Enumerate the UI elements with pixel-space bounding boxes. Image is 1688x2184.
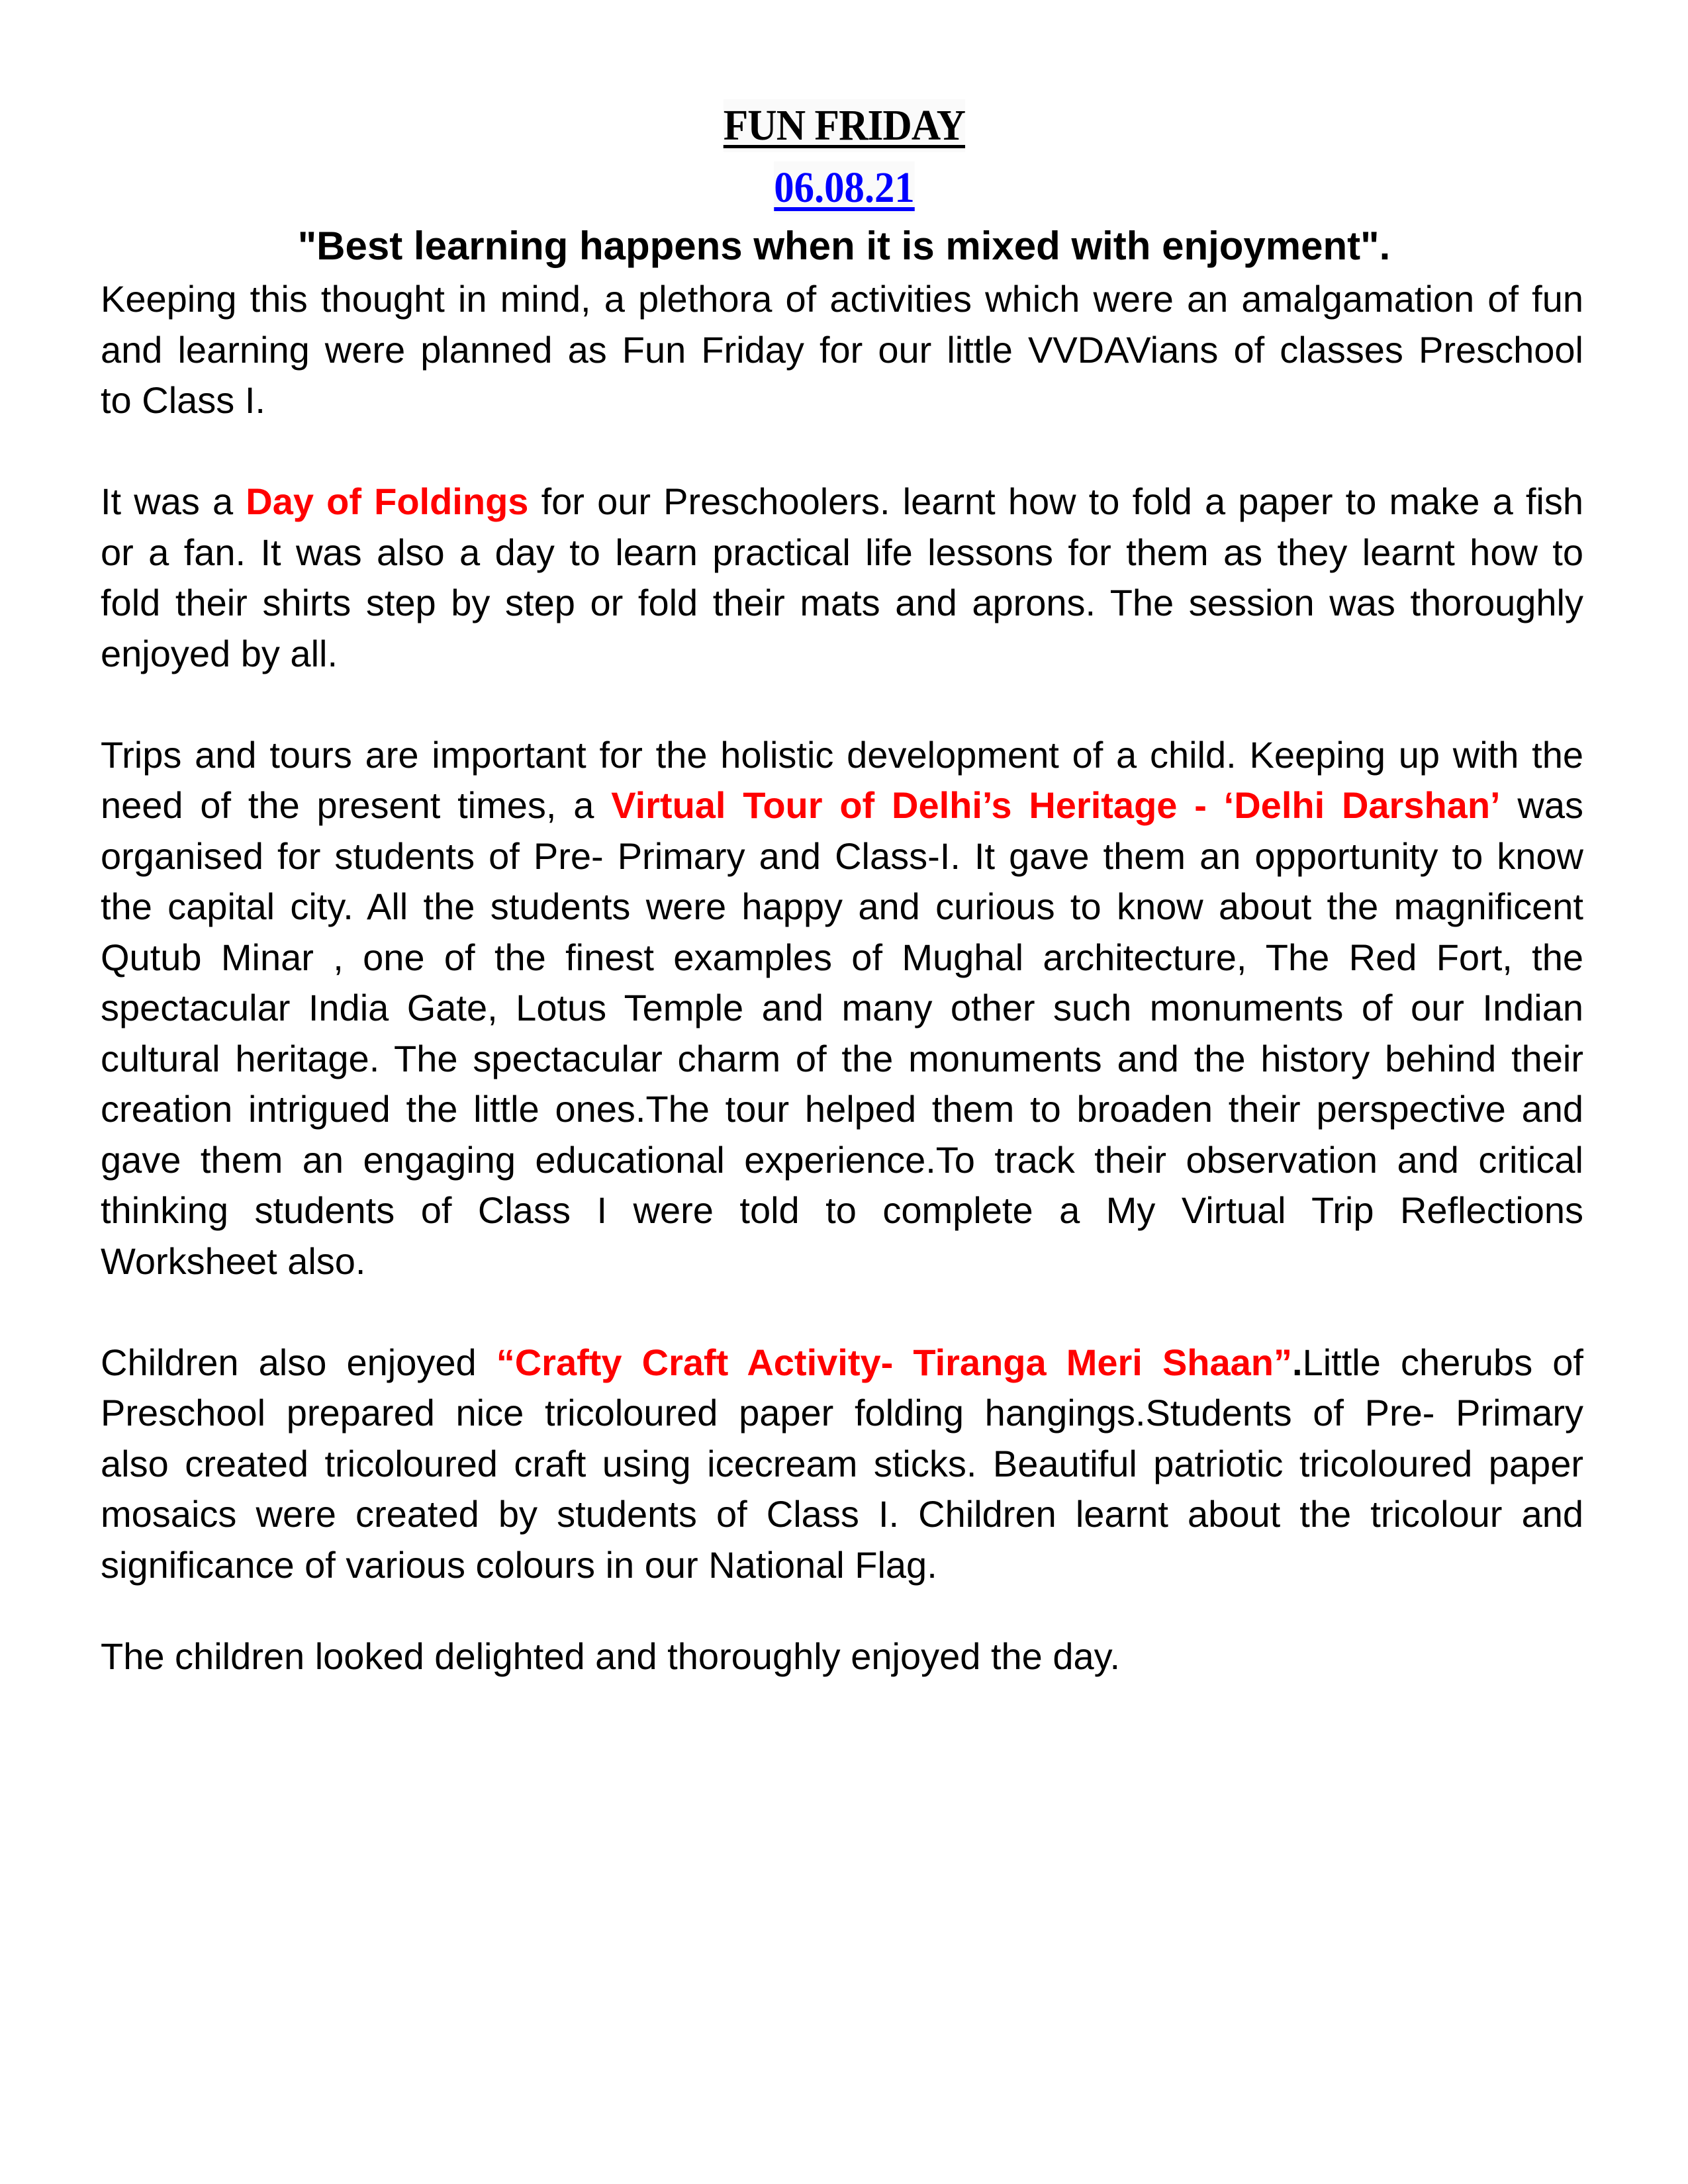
highlighted-text: Virtual Tour of Delhi’s Heritage - ‘Delhi Darshan’ bbox=[611, 784, 1501, 826]
quote-heading: "Best learning happens when it is mixed with enjoyment". bbox=[297, 224, 1391, 268]
text-line bbox=[101, 1388, 1583, 1439]
text-line bbox=[101, 1034, 1583, 1085]
paragraph bbox=[101, 730, 1583, 1287]
body-text: enjoyed by all. bbox=[101, 632, 338, 674]
body-text: was bbox=[1500, 784, 1583, 826]
body-text: Trips and tours are important for the holistic development of a child. Keeping up with the bbox=[101, 733, 1583, 776]
body-text: for our Preschoolers. learnt how to fold a paper to make a fish bbox=[528, 480, 1584, 522]
body-text: spectacular India Gate, Lotus Temple and many other such monuments of our Indian bbox=[101, 987, 1583, 1028]
document-date bbox=[0, 161, 1688, 214]
text-line bbox=[101, 730, 1583, 781]
body-text: Worksheet also. bbox=[101, 1240, 366, 1282]
body-text: need of the present times, a bbox=[101, 784, 612, 826]
bold-text: . bbox=[1292, 1341, 1303, 1383]
body-text: fold their shirts step by step or fold their mats and aprons. The session was thoroughly bbox=[101, 582, 1583, 623]
body-text: Keeping this thought in mind, a plethora of activities which were an amalgamation of fun bbox=[101, 278, 1583, 320]
text-line bbox=[101, 1489, 1583, 1540]
text-line bbox=[101, 578, 1583, 629]
paragraph bbox=[101, 477, 1583, 679]
paragraph bbox=[101, 274, 1583, 426]
body-text: The children looked delighted and thoroughly enjoyed the day. bbox=[101, 1635, 1121, 1677]
document-title bbox=[0, 99, 1688, 152]
body-text: Children also enjoyed bbox=[101, 1341, 496, 1383]
date-text: 06.08.21 bbox=[774, 161, 915, 214]
text-line bbox=[101, 477, 1583, 527]
body-text: It was a bbox=[101, 480, 246, 522]
text-line bbox=[101, 325, 1583, 376]
text-line bbox=[101, 882, 1583, 933]
document-body bbox=[101, 274, 1583, 1682]
highlighted-text: “Crafty Craft Activity- Tiranga Meri Shaan” bbox=[496, 1341, 1293, 1383]
paragraph bbox=[101, 1631, 1583, 1682]
text-line bbox=[101, 933, 1583, 983]
text-line bbox=[101, 375, 1583, 426]
body-text: Little cherubs of bbox=[1302, 1341, 1583, 1383]
body-text: cultural heritage. The spectacular charm of the monuments and the history behind their bbox=[101, 1037, 1583, 1079]
title-text: FUN FRIDAY bbox=[723, 99, 964, 152]
text-line bbox=[101, 1236, 1583, 1287]
body-text: significance of various colours in our National Flag. bbox=[101, 1543, 937, 1586]
body-text: also created tricoloured craft using icecream sticks. Beautiful patriotic tricoloured paper bbox=[101, 1442, 1583, 1484]
text-line bbox=[101, 527, 1583, 578]
text-line bbox=[101, 1135, 1583, 1186]
paragraph bbox=[101, 1338, 1583, 1591]
text-line bbox=[101, 780, 1583, 831]
text-line bbox=[101, 1439, 1583, 1490]
text-line bbox=[101, 1338, 1583, 1388]
body-text: organised for students of Pre- Primary and Class-I. It gave them an opportunity to know bbox=[101, 835, 1583, 877]
text-line bbox=[101, 274, 1583, 325]
body-text: or a fan. It was also a day to learn practical life lessons for them as they learnt how to bbox=[101, 531, 1583, 573]
text-line bbox=[101, 983, 1583, 1034]
text-line bbox=[101, 1084, 1583, 1135]
text-line bbox=[101, 831, 1583, 882]
text-line bbox=[101, 1185, 1583, 1236]
body-text: to Class I. bbox=[101, 379, 265, 421]
body-text: creation intrigued the little ones.The tour helped them to broaden their perspective and bbox=[101, 1088, 1583, 1130]
text-line bbox=[101, 1631, 1583, 1682]
highlighted-text: Day of Foldings bbox=[246, 480, 529, 522]
body-text: and learning were planned as Fun Friday for our little VVDAVians of classes Preschool bbox=[101, 328, 1583, 371]
body-text: mosaics were created by students of Class I. Children learnt about the tricolour and bbox=[101, 1493, 1583, 1535]
body-text: thinking students of Class I were told to complete a My Virtual Trip Reflections bbox=[101, 1189, 1583, 1231]
body-text: the capital city. All the students were happy and curious to know about the magnificent bbox=[101, 886, 1583, 927]
text-line bbox=[101, 629, 1583, 680]
body-text: gave them an engaging educational experience.To track their observation and critical bbox=[101, 1138, 1583, 1181]
text-line bbox=[101, 1540, 1583, 1591]
body-text: Qutub Minar , one of the finest examples of Mughal architecture, The Red Fort, the bbox=[101, 936, 1583, 978]
body-text: Preschool prepared nice tricoloured paper folding hangings.Students of Pre- Primary bbox=[101, 1392, 1583, 1433]
